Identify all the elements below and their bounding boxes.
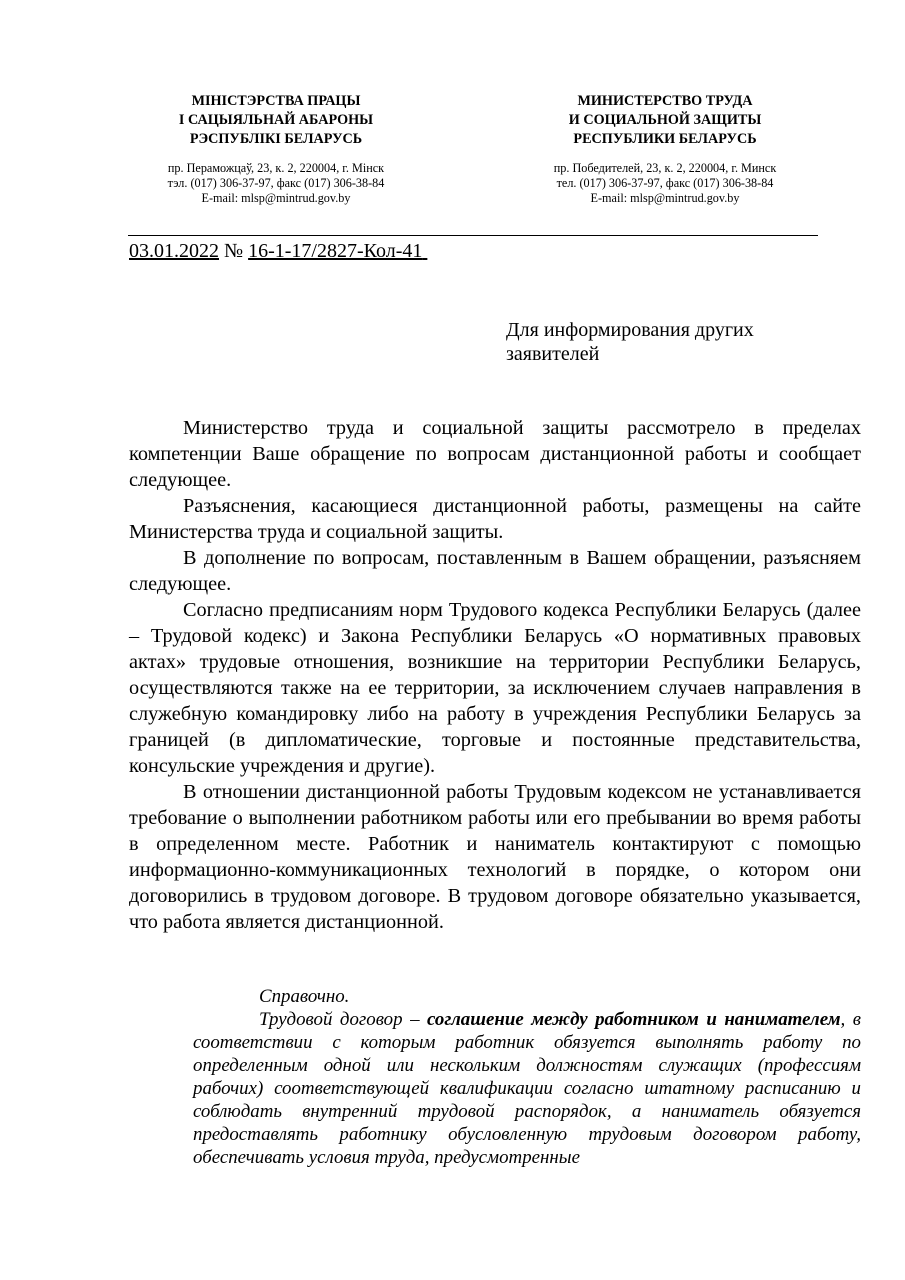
body-paragraph: Разъяснения, касающиеся дистанционной работы, размещены на сайте Министерства труда и социальной защиты.	[129, 495, 861, 543]
body-paragraph: Согласно предписаниям норм Трудового кодекса Республики Беларусь (далее – Трудовой кодекс) и Закона Республики Беларусь «О нормативных правовых актах» трудовые отношения, возникшие на территории Республики Беларусь, осуществляются также на ее территории, за исключением случаев направления в служебную командировку либо на работу в учреждения Республики Беларусь за границей (в дипломатические, торговые и постоянные представительства, консульские учреждения и другие).	[129, 599, 861, 777]
header-left	[126, 92, 426, 206]
header-right	[515, 92, 815, 206]
registration-line	[129, 239, 427, 263]
address-belarusian: пр. Пераможцаў, 23, к. 2, 220004, г. Мінск тэл. (017) 306-37-97, факс (017) 306-38-84 E-mail: mlsp@mintrud.gov.by	[167, 161, 385, 205]
note-text: Трудовой договор – соглашение между работником и нанимателем, в соответствии с которым работник обязуется выполнять работу по определенным одной или нескольким должностям служащих (профессиям рабочих) соответствующей квалификации согласно штатному расписанию и соблюдать внутренний трудовой распорядок, а наниматель обязуется предоставлять работнику обусловленную трудовым договором работу, обеспечивать условия труда, предусмотренные	[193, 1009, 861, 1168]
body-paragraph: Министерство труда и социальной защиты рассмотрело в пределах компетенции Ваше обращение по вопросам дистанционной работы и сообщает следующее.	[129, 417, 861, 491]
addressee: Для информирования других заявителей	[506, 319, 754, 365]
registration-date: 03.01.2022	[129, 240, 219, 262]
number-sign: №	[224, 240, 244, 262]
body-paragraph: В дополнение по вопросам, поставленным в Вашем обращении, разъясняем следующее.	[129, 547, 861, 595]
org-name-belarusian: МІНІСТЭРСТВА ПРАЦЫ І САЦЫЯЛЬНАЙ АБАРОНЫ РЭСПУБЛІКІ БЕЛАРУСЬ	[178, 93, 374, 147]
org-name-russian: МИНИСТЕРСТВО ТРУДА И СОЦИАЛЬНОЙ ЗАЩИТЫ РЕСПУБЛИКИ БЕЛАРУСЬ	[568, 93, 762, 147]
note-emphasis: соглашение между работником и нанимателем	[427, 1009, 841, 1030]
letter-body	[129, 415, 861, 935]
note-label: Справочно.	[259, 986, 350, 1007]
header-divider	[128, 235, 818, 236]
body-paragraph: В отношении дистанционной работы Трудовым кодексом не устанавливается требование о выполнении работником работы или его пребывании во время работы в определенном месте. Работник и наниматель контактируют с помощью информационно-коммуникационных технологий в порядке, о котором они договорились в трудовом договоре. В трудовом договоре обязательно указывается, что работа является дистанционной.	[129, 781, 861, 933]
registration-number: 16-1-17/2827-Кол-41	[248, 240, 423, 262]
reference-note	[193, 985, 861, 1169]
address-russian: пр. Победителей, 23, к. 2, 220004, г. Минск тел. (017) 306-37-97, факс (017) 306-38-84 E-mail: mlsp@mintrud.gov.by	[553, 161, 777, 205]
